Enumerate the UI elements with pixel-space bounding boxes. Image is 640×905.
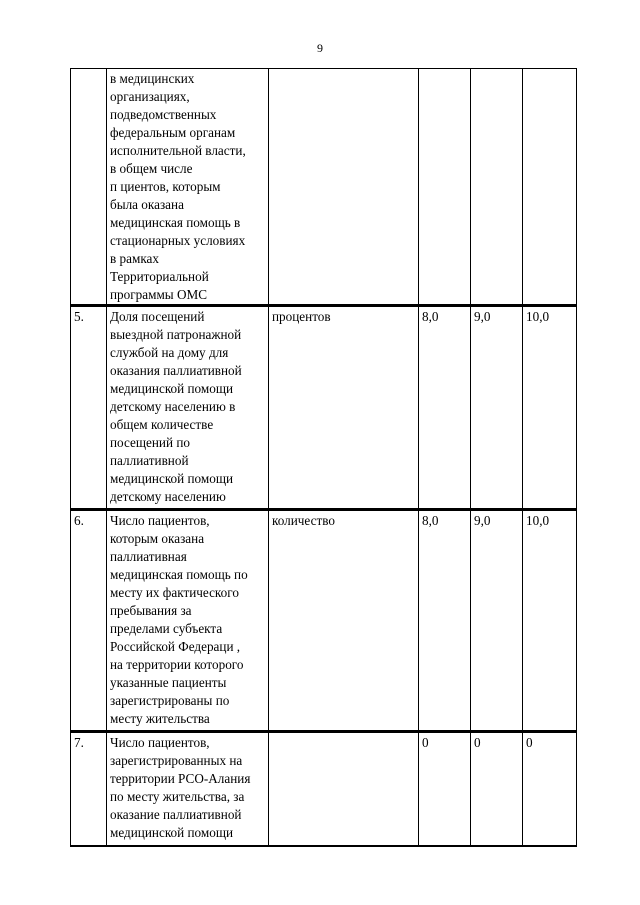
description-line: на территории которого [110,657,244,672]
description-line: зарегистрированы по [110,693,230,708]
table-row [71,510,577,732]
indicators-table [70,68,577,847]
unit-cell: процентов [269,306,419,510]
unit-cell: количество [269,510,419,732]
description-line: медицинской помощи [110,825,234,840]
description-line: в медицинских [110,71,195,86]
description-line: Доля посещений [110,309,205,324]
value-cell-3: 0 [523,732,577,846]
description-line: территории РСО-Алания [110,771,251,786]
table-row [71,732,577,846]
description-line: детскому населению [110,489,226,504]
row-number-cell: 5. [71,306,107,510]
description-line: подведомственных [110,107,217,122]
description-line: медицинская помощь по [110,567,248,582]
description-line: медицинской помощи [110,471,234,486]
indicator-description-cell [107,306,269,510]
row-number-cell: 6. [71,510,107,732]
value-cell-2 [471,69,523,306]
description-line: зарегистрированных на [110,753,243,768]
description-line: в общем числе [110,161,193,176]
value-cell-3: 10,0 [523,510,577,732]
description-line: исполнительной власти, [110,143,246,158]
description-line: общем количестве [110,417,214,432]
description-line: оказания паллиативной [110,363,242,378]
description-line: выездной патронажной [110,327,242,342]
description-line: программы ОМС [110,287,207,302]
indicator-description-cell [107,732,269,846]
row-number-cell [71,69,107,306]
description-line: медицинская помощь в [110,215,241,230]
value-cell-1: 0 [419,732,471,846]
description-line: Число пациентов, [110,513,210,528]
value-cell-1: 8,0 [419,510,471,732]
value-cell-3 [523,69,577,306]
indicator-description-cell [107,69,269,306]
table-row [71,69,577,306]
description-line: службой на дому для [110,345,229,360]
description-line: по месту жительства, за [110,789,245,804]
description-line: паллиативная [110,549,187,564]
description-line: была оказана [110,197,184,212]
description-line: месту жительства [110,711,210,726]
description-line: Число пациентов, [110,735,210,750]
description-line: в рамках [110,251,159,266]
description-line: Территориальной [110,269,209,284]
description-line: федеральным органам [110,125,236,140]
page-number: 9 [317,41,323,55]
description-line: пределами субъекта [110,621,223,636]
description-line: оказание паллиативной [110,807,242,822]
row-number-cell: 7. [71,732,107,846]
value-cell-1 [419,69,471,306]
value-cell-2: 9,0 [471,306,523,510]
value-cell-2: 0 [471,732,523,846]
description-line: п циентов, которым [110,179,221,194]
description-line: организациях, [110,89,190,104]
description-line: месту их фактического [110,585,239,600]
value-cell-2: 9,0 [471,510,523,732]
description-line: Российской Федераци , [110,639,241,654]
description-line: медицинской помощи [110,381,234,396]
value-cell-1: 8,0 [419,306,471,510]
description-line: которым оказана [110,531,205,546]
value-cell-3: 10,0 [523,306,577,510]
unit-cell [269,732,419,846]
description-line: детскому населению в [110,399,236,414]
description-line: посещений по [110,435,190,450]
indicator-description-cell [107,510,269,732]
table-row [71,306,577,510]
description-line: пребывания за [110,603,192,618]
description-line: стационарных условиях [110,233,246,248]
unit-cell [269,69,419,306]
description-line: указанные пациенты [110,675,227,690]
description-line: паллиативной [110,453,189,468]
